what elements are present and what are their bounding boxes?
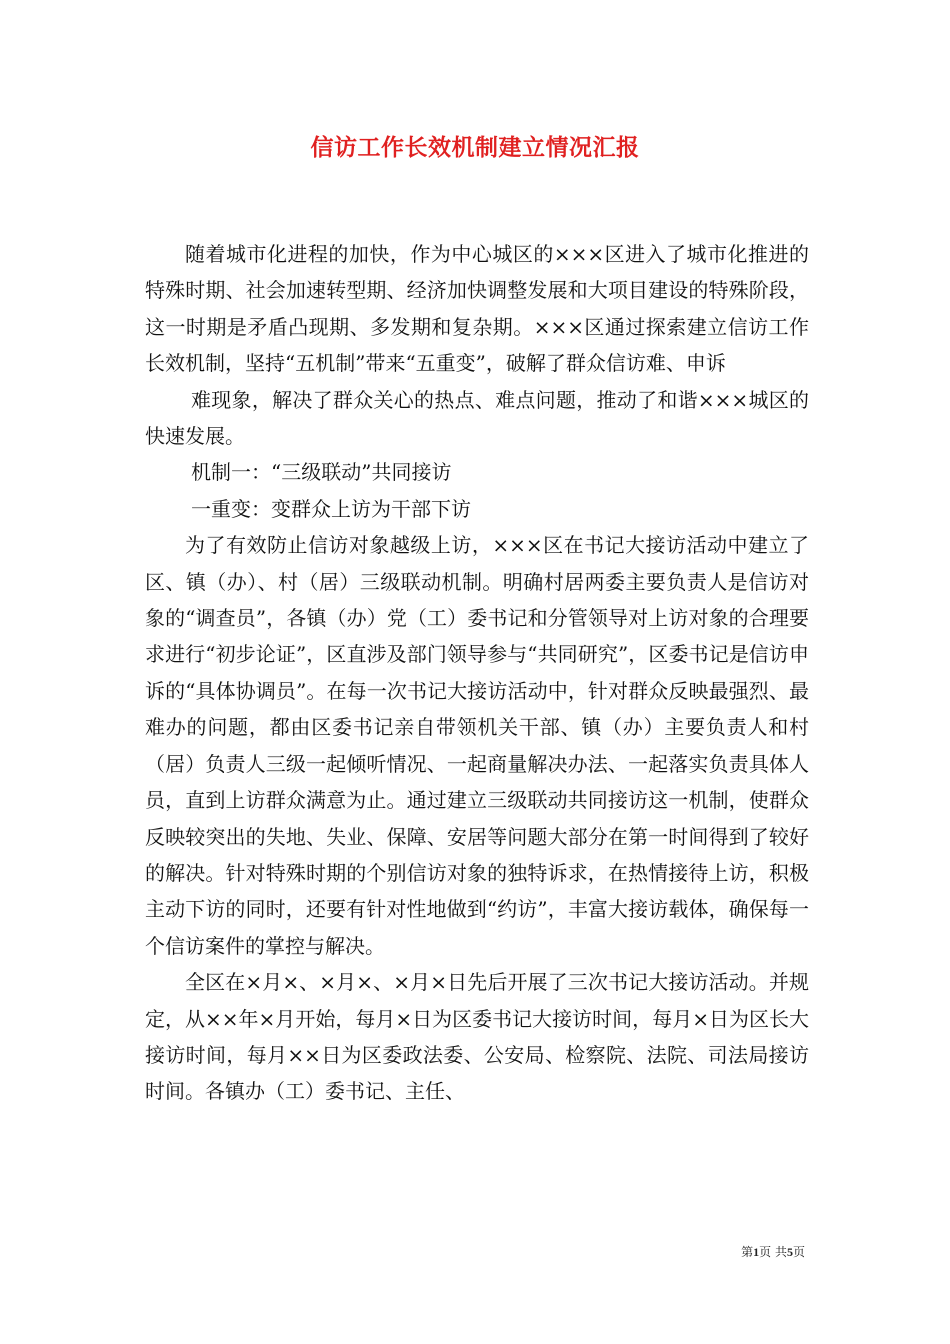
paragraph-mechanism-detail: 为了有效防止信访对象越级上访，×××区在书记大接访活动中建立了区、镇（办）、村（居）三级联动机制。明确村居两委主要负责人是信访对象的“调查员”，各镇（办）党（工）委书记和分管领导对上访对象的合理要求进行“初步论证”，区直涉及部门领导参与“共同研究”，区委书记是信访申诉的“具体协调员”。在每一次书记大接访活动中，针对群众反映最强烈、最难办的问题，都由区委书记亲自带领机关干部、镇（办）主要负责人和村（居）负责人三级一起倾听情况、一起商量解决办法、一起落实负责具体人员，直到上访群众满意为止。通过建立三级联动共同接访这一机制，使群众反映较突出的失地、失业、保障、安居等问题大部分在第一时间得到了较好的解决。针对特殊时期的个别信访对象的独特诉求，在热情接待上访，积极主动下访的同时，还要有针对性地做到“约访”，丰富大接访载体，确保每一个信访案件的掌控与解决。 [145, 533, 809, 958]
paragraph-intro: 随着城市化进程的加快，作为中心城区的×××区进入了城市化推进的特殊时期、社会加速转型期、经济加快调整发展和大项目建设的特殊阶段，这一时期是矛盾凸现期、多发期和复杂期。×××区通过探索建立信访工作长效机制，坚持“五机制”带来“五重变”，破解了群众信访难、申诉 [145, 242, 809, 376]
document-body [145, 236, 809, 1110]
footer-suffix: 页 [792, 1245, 805, 1259]
footer-total-pages: 5 [786, 1245, 793, 1259]
footer-prefix: 第 [741, 1245, 754, 1259]
change-heading: 一重变：变群众上访为干部下访 [191, 496, 471, 521]
mechanism-heading: 机制一：“三级联动”共同接访 [191, 460, 452, 485]
page-footer [741, 1244, 805, 1260]
paragraph-schedule: 全区在×月×、×月×、×月×日先后开展了三次书记大接访活动。并规定，从××年×月开始，每月×日为区委书记大接访时间，每月×日为区长大接访时间，每月××日为区委政法委、公安局、检察院、法院、司法局接访时间。各镇办（工）委书记、主任、 [145, 970, 809, 1104]
document-title: 信访工作长效机制建立情况汇报 [310, 134, 640, 161]
footer-page-number: 1 [753, 1245, 760, 1259]
footer-middle: 页 共 [759, 1245, 787, 1259]
paragraph-intro-continued: 难现象，解决了群众关心的热点、难点问题，推动了和谐×××城区的快速发展。 [145, 387, 809, 449]
